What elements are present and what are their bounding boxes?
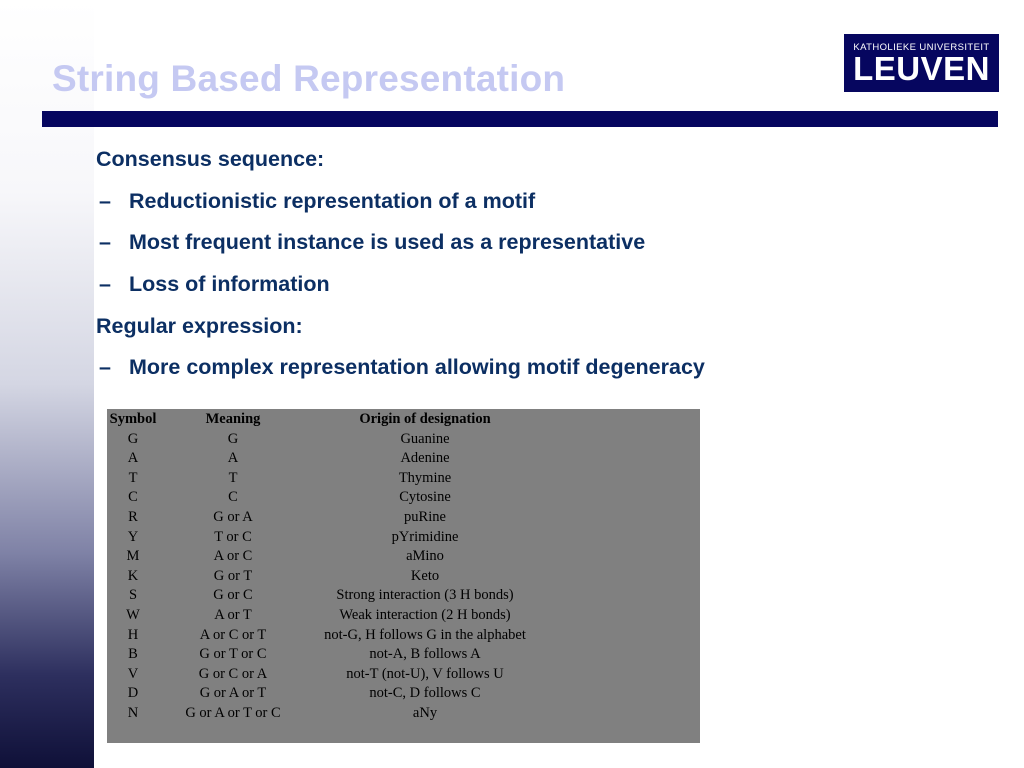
table-row xyxy=(107,586,543,606)
line-text: Most frequent instance is used as a representative xyxy=(129,230,646,255)
dash-bullet: – xyxy=(99,188,111,213)
cell-meaning: G or A xyxy=(213,508,253,525)
cell-symbol: D xyxy=(127,685,139,702)
cell-symbol: A xyxy=(127,450,139,467)
cell-symbol: N xyxy=(127,704,139,721)
iupac-code-table xyxy=(107,410,543,724)
table-row xyxy=(107,684,543,704)
cell-origin: Adenine xyxy=(400,450,450,467)
header-symbol: Symbol xyxy=(109,411,157,427)
bullet-loss-of-information xyxy=(96,269,996,311)
cell-meaning: G or C or A xyxy=(198,665,268,682)
cell-meaning: A xyxy=(227,450,239,467)
header-origin: Origin of designation xyxy=(359,411,491,427)
cell-origin: puRine xyxy=(404,508,446,525)
cell-meaning: G or A or T or C xyxy=(185,704,281,721)
cell-symbol: Y xyxy=(127,528,139,545)
bullet-most-frequent xyxy=(96,227,996,269)
cell-meaning: G or C xyxy=(213,587,253,604)
line-text: Regular expression: xyxy=(96,313,303,338)
cell-meaning: T or C xyxy=(214,528,252,545)
table-row xyxy=(107,449,543,469)
title-rule xyxy=(42,111,998,127)
slide-title: String Based Representation xyxy=(52,58,566,99)
dash-bullet: – xyxy=(99,355,111,380)
university-logo xyxy=(844,34,999,92)
slide-body xyxy=(96,144,996,394)
cell-origin: Thymine xyxy=(398,469,452,486)
line-text: More complex representation allowing motif degeneracy xyxy=(129,355,705,380)
cell-meaning: A or C xyxy=(213,548,253,565)
line-text: Reductionistic representation of a motif xyxy=(129,188,536,213)
table-row xyxy=(107,547,543,567)
heading-regular-expression xyxy=(96,311,996,353)
cell-origin: not-T (not-U), V follows U xyxy=(346,665,504,682)
line-text: Consensus sequence: xyxy=(96,147,325,171)
table-row xyxy=(107,665,543,685)
cell-symbol: S xyxy=(128,587,138,604)
cell-origin: Cytosine xyxy=(399,489,451,506)
cell-symbol: K xyxy=(127,567,139,584)
cell-meaning: A or T xyxy=(214,606,252,623)
table-row xyxy=(107,528,543,548)
cell-symbol: G xyxy=(127,430,139,447)
cell-symbol: T xyxy=(128,469,138,486)
heading-consensus-sequence xyxy=(96,144,996,186)
cell-origin: not-G, H follows G in the alphabet xyxy=(324,626,526,643)
cell-meaning: G xyxy=(227,430,239,447)
table-row xyxy=(107,645,543,665)
cell-meaning: A or C or T xyxy=(199,626,267,643)
table-row xyxy=(107,430,543,450)
cell-symbol: R xyxy=(128,508,138,525)
table-row xyxy=(107,704,543,724)
table-row xyxy=(107,488,543,508)
iupac-code-table-panel xyxy=(107,409,700,743)
cell-origin: pYrimidine xyxy=(391,528,459,545)
cell-meaning: T xyxy=(228,469,238,486)
logo-top-text: KATHOLIEKE UNIVERSITEIT xyxy=(853,42,990,53)
cell-origin: Strong interaction (3 H bonds) xyxy=(336,587,514,604)
cell-origin: Keto xyxy=(410,567,440,584)
bullet-reductionistic xyxy=(96,186,996,228)
cell-symbol: H xyxy=(127,626,139,643)
cell-symbol: V xyxy=(127,665,139,682)
cell-origin: Weak interaction (2 H bonds) xyxy=(339,606,511,623)
cell-origin: aMino xyxy=(406,548,444,565)
table-row xyxy=(107,567,543,587)
cell-meaning: G or T xyxy=(213,567,253,584)
cell-meaning: G or T or C xyxy=(199,646,267,663)
cell-origin: Guanine xyxy=(400,430,450,447)
cell-symbol: B xyxy=(128,646,138,663)
line-text: Loss of information xyxy=(129,272,330,297)
cell-symbol: W xyxy=(126,606,140,623)
cell-origin: aNy xyxy=(412,704,438,721)
logo-main-text: LEUVEN xyxy=(853,50,990,87)
dash-bullet: – xyxy=(99,272,111,297)
dash-bullet: – xyxy=(99,230,111,255)
bullet-more-complex xyxy=(96,352,996,394)
table-row xyxy=(107,469,543,489)
cell-symbol: M xyxy=(126,548,140,565)
cell-symbol: C xyxy=(128,489,138,506)
table-row xyxy=(107,606,543,626)
table-header-row xyxy=(107,410,543,430)
cell-origin: not-A, B follows A xyxy=(369,646,481,663)
header-meaning: Meaning xyxy=(205,411,261,427)
table-row xyxy=(107,626,543,646)
table-row xyxy=(107,508,543,528)
cell-origin: not-C, D follows C xyxy=(369,685,481,702)
cell-meaning: G or A or T xyxy=(199,685,267,702)
cell-meaning: C xyxy=(228,489,238,506)
